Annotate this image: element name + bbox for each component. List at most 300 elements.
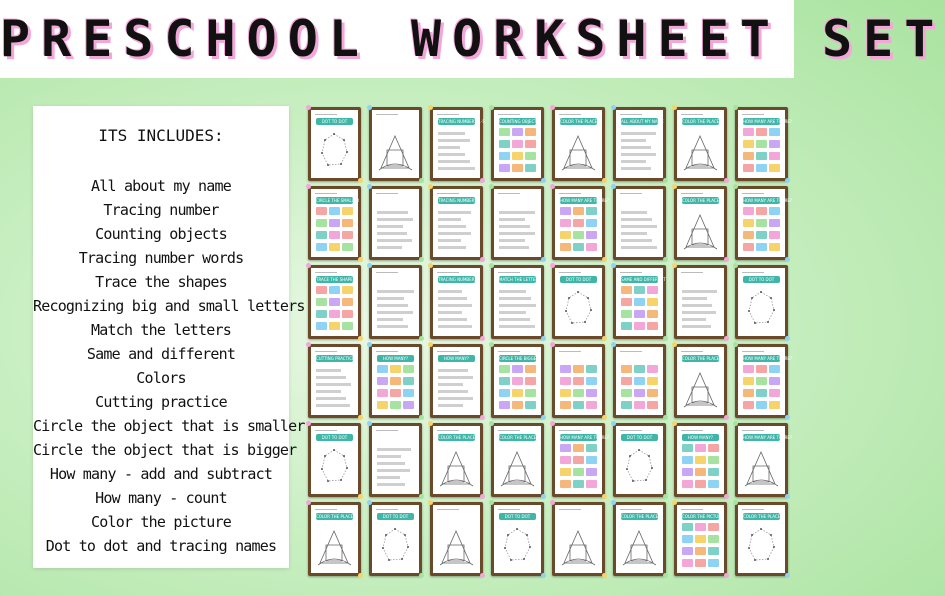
dot <box>629 455 631 457</box>
name-line <box>498 351 520 352</box>
worksheet-thumbnail <box>369 502 422 576</box>
tracing-line <box>377 232 407 235</box>
includes-item: How many - count <box>95 489 227 507</box>
worksheet-content <box>438 523 475 569</box>
worksheet-page <box>616 426 663 494</box>
worksheet-object <box>560 219 571 227</box>
worksheet-object <box>342 207 353 215</box>
dot <box>651 467 653 469</box>
worksheet-object <box>560 231 571 239</box>
tracing-line <box>621 218 652 221</box>
worksheet-thumbnail <box>430 107 483 181</box>
tracing-line <box>438 167 475 170</box>
outline-shape <box>745 480 778 486</box>
worksheet-header: COLOR THE PLACE <box>682 119 720 124</box>
worksheet-object <box>682 559 693 567</box>
washi-tape-icon <box>306 500 311 505</box>
worksheet-header: MATCH THE LETTERS <box>499 277 541 282</box>
worksheet-object <box>403 401 414 409</box>
dot <box>516 528 518 530</box>
worksheet-content <box>743 286 780 332</box>
name-line <box>620 430 642 431</box>
washi-tape-icon <box>480 494 485 499</box>
outline-shape <box>684 401 717 407</box>
worksheet-thumbnail <box>552 107 605 181</box>
dot <box>333 449 335 451</box>
washi-tape-icon <box>541 257 546 262</box>
outline-shape <box>623 559 656 565</box>
worksheet-object <box>682 468 693 476</box>
worksheet-content <box>743 365 780 411</box>
worksheet-object <box>573 444 584 452</box>
dot-to-dot-drawing <box>743 286 780 332</box>
washi-tape-icon <box>611 105 616 110</box>
worksheet-page <box>372 426 419 494</box>
worksheet-object <box>329 298 340 306</box>
worksheet-object <box>743 164 754 172</box>
worksheet-page <box>311 426 358 494</box>
name-line <box>315 351 337 352</box>
tracing-line <box>377 290 414 293</box>
worksheet-thumbnail <box>735 265 788 339</box>
worksheet-object <box>695 468 706 476</box>
worksheet-object <box>621 298 632 306</box>
worksheet-content <box>316 286 353 332</box>
washi-tape-icon <box>724 573 729 578</box>
worksheet-page <box>677 505 724 573</box>
name-line <box>315 509 337 510</box>
tracing-line <box>438 297 467 300</box>
tracing-line <box>499 297 531 300</box>
worksheet-object <box>708 523 719 531</box>
worksheet-object <box>621 322 632 330</box>
name-line <box>437 114 459 115</box>
worksheet-object <box>560 444 571 452</box>
outline-shape <box>440 559 473 565</box>
dot <box>760 528 762 530</box>
worksheet-thumbnail <box>613 265 666 339</box>
worksheet-object <box>743 231 754 239</box>
washi-tape-icon <box>672 105 677 110</box>
worksheet-object <box>573 456 584 464</box>
worksheet-object <box>573 377 584 385</box>
worksheet-object <box>647 401 658 409</box>
tracing-line <box>316 390 341 393</box>
dot <box>404 534 406 536</box>
worksheet-thumbnail <box>613 186 666 260</box>
name-line <box>559 114 581 115</box>
worksheet-object <box>634 401 645 409</box>
tracing-line <box>438 225 466 228</box>
dot <box>770 534 772 536</box>
worksheet-header: HOW MANY? <box>682 434 719 441</box>
name-line <box>620 272 642 273</box>
worksheet-object <box>769 231 780 239</box>
includes-item: Recognizing big and small letters <box>33 297 305 315</box>
outline-shape <box>686 373 714 405</box>
worksheet-object <box>769 140 780 148</box>
washi-tape-icon <box>428 184 433 189</box>
tracing-line <box>377 304 408 307</box>
outline-shape <box>684 164 717 170</box>
includes-card <box>33 106 305 568</box>
worksheet-object <box>769 152 780 160</box>
worksheet-page <box>311 189 358 257</box>
worksheet-content <box>743 444 780 490</box>
worksheet-object <box>573 468 584 476</box>
worksheet-object <box>634 322 645 330</box>
worksheet-page <box>555 347 602 415</box>
worksheet-header: HOW MANY ARE THERE? <box>743 119 792 124</box>
worksheet-thumbnail <box>552 344 605 418</box>
worksheet-header: COLOR THE PLACE <box>743 514 781 519</box>
tracing-line <box>377 325 408 328</box>
outline-shape <box>625 531 653 563</box>
worksheet-content <box>499 444 536 490</box>
tracing-line <box>377 476 400 479</box>
washi-tape-icon <box>480 573 485 578</box>
worksheet-object <box>512 401 523 409</box>
tracing-line <box>499 211 535 214</box>
worksheet-thumbnail <box>369 186 422 260</box>
worksheet-object <box>756 207 767 215</box>
worksheet-thumbnail <box>613 423 666 497</box>
dot-to-dot-drawing <box>316 128 353 174</box>
name-line <box>559 351 581 352</box>
name-line <box>559 193 581 194</box>
worksheet-object <box>560 243 571 251</box>
worksheet-thumbnail <box>613 502 666 576</box>
tracing-line <box>621 132 656 135</box>
tracing-line <box>682 290 717 293</box>
worksheet-object <box>769 365 780 373</box>
coloring-picture <box>438 523 475 569</box>
dot <box>767 558 769 560</box>
worksheet-object <box>403 377 414 385</box>
tracing-line <box>438 146 460 149</box>
worksheet-thumbnail <box>430 265 483 339</box>
tracing-line <box>621 146 651 149</box>
name-line <box>742 272 764 273</box>
worksheet-object <box>695 547 706 555</box>
dot <box>388 559 390 561</box>
washi-tape-icon <box>306 184 311 189</box>
washi-tape-icon <box>306 421 311 426</box>
worksheet-header: COLOR THE PLACE <box>621 514 659 519</box>
tracing-line <box>438 239 461 242</box>
name-line <box>681 509 703 510</box>
worksheet-object <box>647 298 658 306</box>
worksheet-thumbnail <box>674 186 727 260</box>
washi-tape-icon <box>663 494 668 499</box>
tracing-line <box>438 232 471 235</box>
worksheet-object <box>499 128 510 136</box>
washi-tape-icon <box>489 500 494 505</box>
worksheet-object <box>342 219 353 227</box>
worksheet-content <box>499 128 536 174</box>
dot <box>751 534 753 536</box>
worksheet-object <box>499 140 510 148</box>
tracing-line <box>377 311 413 314</box>
washi-tape-icon <box>672 342 677 347</box>
tracing-line <box>377 246 402 249</box>
worksheet-header: CUTTING PRACTICE <box>316 356 355 361</box>
washi-tape-icon <box>419 257 424 262</box>
worksheet-content <box>438 207 475 253</box>
dot <box>529 546 531 548</box>
coloring-picture <box>621 523 658 569</box>
worksheet-object <box>560 401 571 409</box>
tracing-line <box>438 325 472 328</box>
worksheet-content <box>682 286 719 332</box>
dot-to-dot-drawing <box>377 523 414 569</box>
worksheet-object <box>682 535 693 543</box>
tracing-line <box>316 376 346 379</box>
worksheet-header: HOW MANY? <box>438 355 475 362</box>
worksheet-object <box>560 480 571 488</box>
name-line <box>498 430 520 431</box>
worksheet-object <box>769 401 780 409</box>
worksheet-object <box>647 389 658 397</box>
includes-item: Tracing number <box>103 201 219 219</box>
worksheet-thumbnail <box>613 107 666 181</box>
worksheet-thumbnail <box>735 502 788 576</box>
worksheet-object <box>342 231 353 239</box>
dot <box>645 479 647 481</box>
worksheet-content <box>377 444 414 490</box>
tracing-line <box>316 369 341 372</box>
worksheet-object <box>743 377 754 385</box>
worksheet-object <box>377 377 388 385</box>
worksheet-page <box>433 189 480 257</box>
worksheet-object <box>743 243 754 251</box>
name-line <box>376 351 398 352</box>
worksheet-object <box>634 389 645 397</box>
name-line <box>376 509 398 510</box>
worksheet-page <box>494 505 541 573</box>
worksheet-page <box>372 347 419 415</box>
worksheet-header: COLOR THE PLACE <box>499 435 537 440</box>
coloring-picture <box>316 523 353 569</box>
tracing-line <box>377 225 403 228</box>
washi-tape-icon <box>724 178 729 183</box>
worksheet-page <box>494 268 541 336</box>
tracing-line <box>377 462 405 465</box>
outline-shape <box>684 243 717 249</box>
tracing-line <box>682 318 706 321</box>
name-line <box>742 430 764 431</box>
worksheet-page <box>555 426 609 494</box>
worksheet-page <box>494 347 541 415</box>
worksheet-page <box>494 426 541 494</box>
worksheet-object <box>586 480 597 488</box>
worksheet-object <box>743 140 754 148</box>
worksheet-object <box>743 219 754 227</box>
washi-tape-icon <box>306 105 311 110</box>
tracing-line <box>621 139 646 142</box>
worksheet-header: COLOR THE PLACE <box>438 435 476 440</box>
washi-tape-icon <box>367 500 372 505</box>
tracing-line <box>499 246 529 249</box>
washi-tape-icon <box>785 336 790 341</box>
washi-tape-icon <box>428 263 433 268</box>
worksheet-content <box>621 444 658 490</box>
dot <box>394 528 396 530</box>
worksheet-page <box>616 505 663 573</box>
worksheet-content <box>499 207 536 253</box>
worksheet-header: DOT TO DOT <box>743 276 780 283</box>
coloring-picture <box>560 523 597 569</box>
worksheet-object <box>743 207 754 215</box>
washi-tape-icon <box>428 105 433 110</box>
worksheet-page <box>555 268 602 336</box>
name-line <box>559 430 581 431</box>
name-line <box>681 272 703 273</box>
washi-tape-icon <box>785 178 790 183</box>
includes-item: Color the picture <box>91 513 231 531</box>
washi-tape-icon <box>611 263 616 268</box>
worksheet-object <box>743 401 754 409</box>
name-line <box>742 351 764 352</box>
tracing-line <box>438 139 470 142</box>
worksheet-page <box>372 268 419 336</box>
washi-tape-icon <box>611 342 616 347</box>
worksheet-object <box>769 207 780 215</box>
name-line <box>681 193 703 194</box>
name-line <box>315 193 337 194</box>
dot <box>324 139 326 141</box>
worksheet-content <box>682 444 719 490</box>
worksheet-object <box>708 468 719 476</box>
worksheet-object <box>316 298 327 306</box>
worksheet-content <box>438 444 475 490</box>
worksheet-object <box>756 365 767 373</box>
tracing-line <box>682 297 707 300</box>
worksheet-header: DOT TO DOT <box>621 434 658 441</box>
tracing-line <box>621 246 657 249</box>
washi-tape-icon <box>663 336 668 341</box>
worksheet-object <box>756 164 767 172</box>
dot <box>571 322 573 324</box>
worksheet-thumbnail <box>430 502 483 576</box>
name-line <box>437 193 459 194</box>
tracing-line <box>499 325 535 328</box>
coloring-picture <box>438 444 475 490</box>
washi-tape-icon <box>724 494 729 499</box>
dot <box>382 547 384 549</box>
outline-shape <box>686 136 714 168</box>
worksheet-page <box>433 110 485 178</box>
washi-tape-icon <box>663 415 668 420</box>
worksheet-object <box>525 389 536 397</box>
worksheet-thumbnail <box>735 423 792 497</box>
worksheet-object <box>586 389 597 397</box>
worksheet-object <box>316 243 327 251</box>
outline-shape <box>379 164 412 170</box>
worksheet-header: DOT TO DOT <box>377 513 414 520</box>
worksheet-thumbnail <box>369 423 422 497</box>
worksheet-object <box>390 389 401 397</box>
worksheet-page <box>311 268 358 336</box>
worksheet-thumbnail <box>552 186 609 260</box>
worksheet-header: DOT TO DOT <box>316 118 353 125</box>
washi-tape-icon <box>419 415 424 420</box>
worksheet-object <box>573 243 584 251</box>
washi-tape-icon <box>672 263 677 268</box>
name-line <box>498 509 520 510</box>
dot <box>773 309 775 311</box>
dot <box>504 547 506 549</box>
worksheet-page <box>311 505 358 573</box>
dot <box>385 534 387 536</box>
name-line <box>620 509 642 510</box>
tracing-line <box>377 318 403 321</box>
tracing-line <box>438 160 470 163</box>
worksheet-thumbnail <box>552 502 605 576</box>
worksheet-page <box>555 189 609 257</box>
worksheet-object <box>621 401 632 409</box>
coloring-picture <box>682 207 719 253</box>
tracing-line <box>438 246 466 249</box>
coloring-picture <box>743 444 780 490</box>
outline-shape <box>442 531 470 563</box>
tracing-line <box>499 225 530 228</box>
worksheet-object <box>756 389 767 397</box>
washi-tape-icon <box>733 342 738 347</box>
worksheet-object <box>682 480 693 488</box>
tracing-line <box>438 211 471 214</box>
worksheet-object <box>573 365 584 373</box>
worksheet-object <box>708 547 719 555</box>
dot <box>584 321 586 323</box>
worksheet-object <box>756 219 767 227</box>
washi-tape-icon <box>602 573 607 578</box>
dot <box>590 309 592 311</box>
worksheet-object <box>769 389 780 397</box>
washi-tape-icon <box>611 500 616 505</box>
worksheet-page <box>616 268 666 336</box>
worksheet-object <box>573 389 584 397</box>
washi-tape-icon <box>724 415 729 420</box>
washi-tape-icon <box>672 500 677 505</box>
dot <box>748 547 750 549</box>
worksheet-object <box>621 389 632 397</box>
worksheet-header: COLOR THE PLACE <box>682 356 720 361</box>
worksheet-object <box>621 377 632 385</box>
tracing-line <box>377 211 408 214</box>
tracing-line <box>438 290 462 293</box>
dot <box>770 297 772 299</box>
worksheet-content <box>560 286 597 332</box>
dot <box>587 297 589 299</box>
worksheet-object <box>560 389 571 397</box>
worksheet-thumbnail <box>674 502 727 576</box>
worksheet-page <box>677 189 724 257</box>
worksheet-page <box>372 110 419 178</box>
worksheet-thumbnail <box>735 107 792 181</box>
worksheet-content <box>560 207 597 253</box>
includes-item: Circle the object that is smaller <box>33 417 305 435</box>
name-line <box>498 114 520 115</box>
dot-to-dot-drawing <box>499 523 536 569</box>
washi-tape-icon <box>306 263 311 268</box>
worksheet-object <box>525 128 536 136</box>
worksheet-thumbnail <box>674 107 727 181</box>
name-line <box>559 509 581 510</box>
washi-tape-icon <box>428 500 433 505</box>
washi-tape-icon <box>602 178 607 183</box>
worksheet-object <box>525 140 536 148</box>
